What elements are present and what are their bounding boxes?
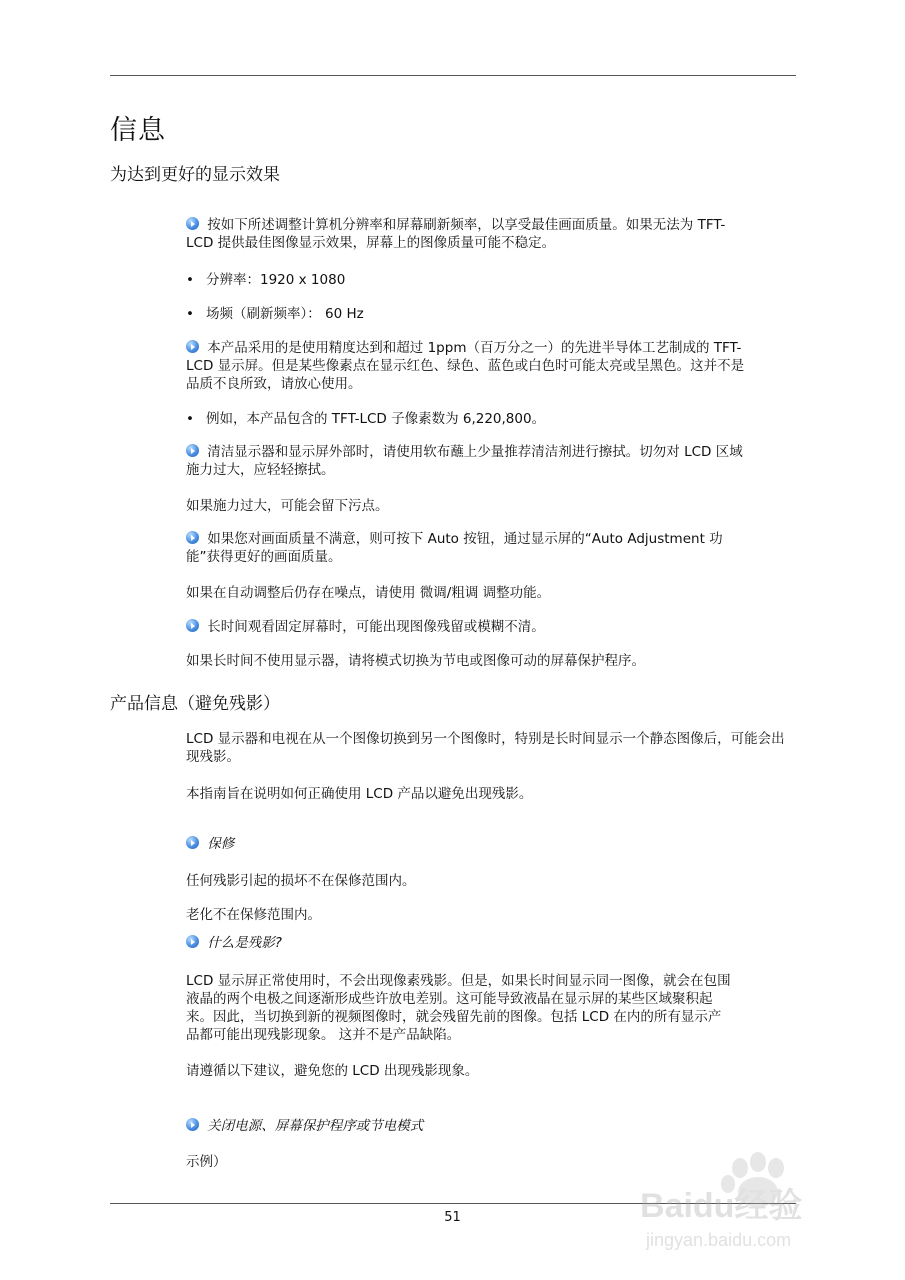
paragraph-screensaver-advice: 如果长时间不使用显示器，请将模式切换为节电或图像可动的屏幕保护程序。 bbox=[186, 653, 645, 669]
section-heading-afterimage: 产品信息（避免残影） bbox=[110, 694, 280, 714]
page-number: 51 bbox=[444, 1210, 461, 1225]
bullet-refresh-rate: • 场频（刷新频率）： 60 Hz bbox=[186, 305, 746, 323]
subheading-warranty bbox=[186, 835, 746, 853]
subheading-what-is-afterimage bbox=[186, 934, 746, 952]
paragraph-text: 按如下所述调整计算机分辨率和屏幕刷新频率，以享受最佳画面质量。如果无法为 TFT-LCD 提供最佳图像显示效果，屏幕上的图像质量可能不稳定。 bbox=[186, 217, 726, 251]
arrow-right-circle-icon bbox=[186, 1118, 199, 1131]
subheading-text: 关闭电源、屏幕保护程序或节电模式 bbox=[207, 1118, 424, 1134]
paragraph-afterimage-explanation: LCD 显示屏正常使用时，不会出现像素残影。但是，如果长时间显示同一图像，就会在包围液晶的两个电极之间逐渐形成些许放电差别。这可能导致液晶在显示屏的某些区域聚积起来。因此，当切换到新的视频图像时，就会残留先前的图像。包括 LCD 在内的所有显示产品都可能出现残影现象。 这并不是产品缺陷。 bbox=[186, 973, 731, 1043]
paragraph-fine-coarse: 如果在自动调整后仍存在噪点，请使用 微调/粗调 调整功能。 bbox=[186, 585, 551, 601]
paragraph-afterimage-intro: LCD 显示器和电视在从一个图像切换到另一个图像时，特别是长时间显示一个静态图像后，可能会出现残影。 bbox=[186, 731, 785, 765]
paragraph-follow-advice: 请遵循以下建议，避免您的 LCD 出现残影现象。 bbox=[186, 1063, 479, 1079]
bullet-subpixel-count: • 例如，本产品包含的 TFT-LCD 子像素数为 6,220,800。 bbox=[186, 410, 746, 428]
arrow-right-circle-icon bbox=[186, 531, 199, 544]
arrow-right-circle-icon bbox=[186, 619, 199, 632]
subheading-text: 保修 bbox=[207, 836, 235, 852]
arrow-right-circle-icon bbox=[186, 935, 199, 948]
paragraph-text: 清洁显示器和显示屏外部时，请使用软布蘸上少量推荐清洁剂进行擦拭。切勿对 LCD 区域施力过大，应轻轻擦拭。 bbox=[186, 444, 743, 478]
arrow-right-circle-icon bbox=[186, 217, 199, 230]
arrow-right-circle-icon bbox=[186, 444, 199, 457]
baidu-watermark bbox=[640, 1150, 870, 1265]
paragraph-text: 如果您对画面质量不满意，则可按下 Auto 按钮，通过显示屏的“Auto Adjustment 功能”获得更好的画面质量。 bbox=[186, 531, 723, 565]
paragraph-text: 长时间观看固定屏幕时，可能出现图像残留或模糊不清。 bbox=[207, 619, 545, 635]
section-heading-display: 为达到更好的显示效果 bbox=[110, 165, 280, 185]
watermark-brand: Baidu经验 bbox=[640, 1187, 803, 1225]
paragraph-warranty-2: 老化不在保修范围内。 bbox=[186, 907, 321, 923]
paragraph-panel-technology bbox=[186, 339, 746, 393]
paragraph-guide-purpose: 本指南旨在说明如何正确使用 LCD 产品以避免出现残影。 bbox=[186, 786, 533, 802]
paragraph-text: 本产品采用的是使用精度达到和超过 1ppm（百万分之一）的先进半导体工艺制成的 TFT-LCD 显示屏。但是某些像素点在显示红色、绿色、蓝色或白色时可能太亮或呈黑色。这并不是品质不良所致，请放心使用。 bbox=[186, 340, 745, 392]
arrow-right-circle-icon bbox=[186, 340, 199, 353]
subheading-text: 什么是残影? bbox=[207, 935, 282, 951]
arrow-right-circle-icon bbox=[186, 836, 199, 849]
paragraph-auto-adjust bbox=[186, 530, 746, 566]
bullet-resolution: • 分辨率：1920 x 1080 bbox=[186, 271, 746, 289]
paragraph-resolution-intro bbox=[186, 216, 746, 252]
paragraph-example: 示例） bbox=[186, 1154, 227, 1170]
paragraph-cleaning-note: 如果施力过大，可能会留下污点。 bbox=[186, 498, 389, 514]
page-title: 信息 bbox=[110, 115, 166, 146]
top-rule bbox=[110, 75, 796, 76]
paragraph-cleaning bbox=[186, 443, 746, 479]
subheading-power-off bbox=[186, 1117, 746, 1135]
paragraph-image-retention bbox=[186, 618, 746, 636]
watermark-url: jingyan.baidu.com bbox=[646, 1230, 792, 1250]
paragraph-warranty-1: 任何残影引起的损坏不在保修范围内。 bbox=[186, 873, 416, 889]
